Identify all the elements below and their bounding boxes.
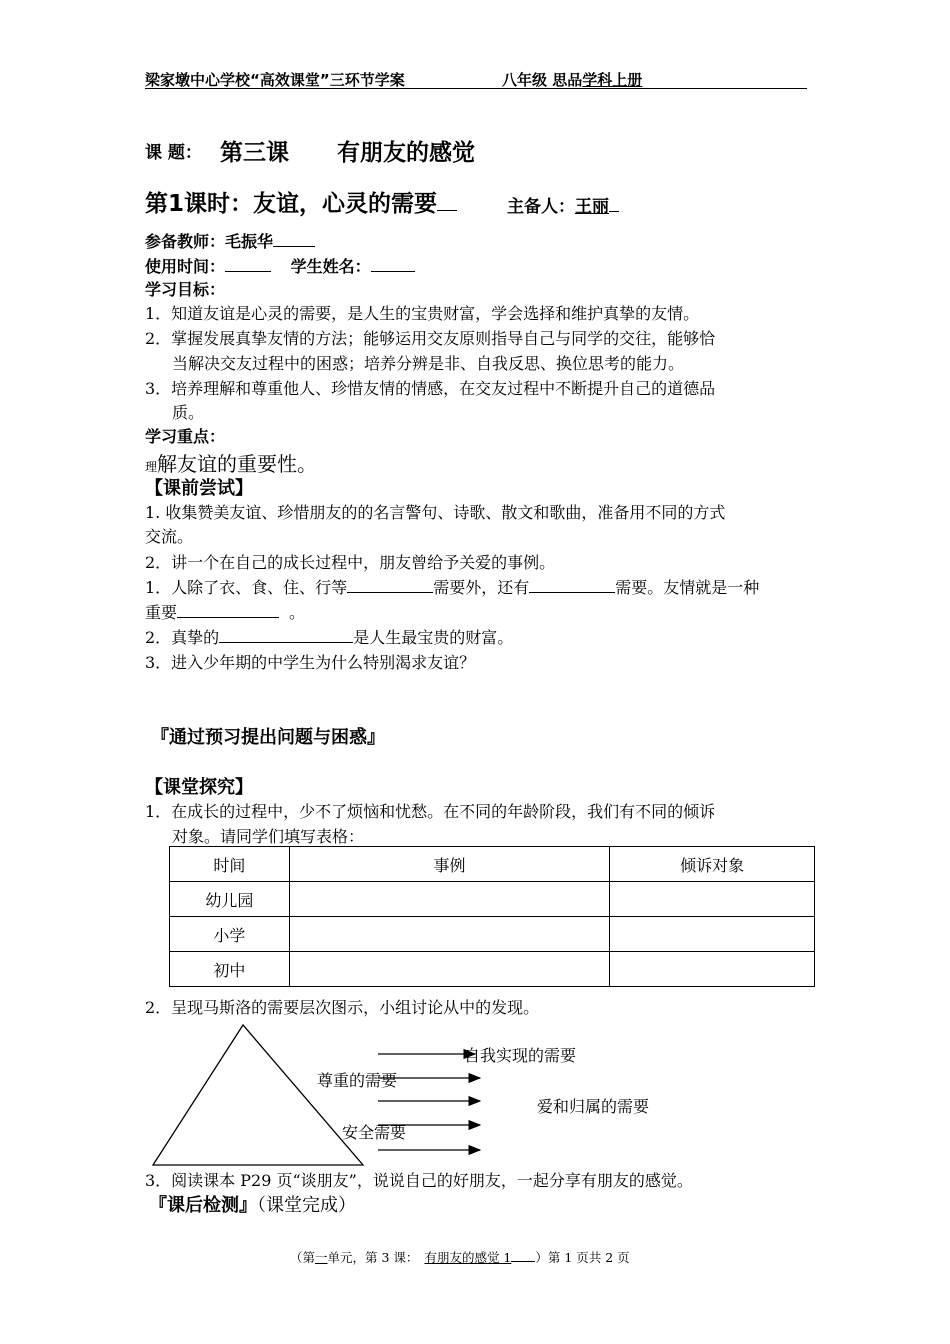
header-grade-subject [502,69,642,90]
q1-blank-3[interactable] [177,603,279,618]
header-subject-word: 学科 [582,71,613,89]
preclass-q2 [145,625,513,648]
q2-blank[interactable] [219,628,353,643]
lesson-label: 课 题： [145,143,202,163]
classroom-item-3: 3．阅读课本 P29 页“谈朋友”，说说自己的好朋友，一起分享有朋友的感觉。 [145,1171,693,1190]
q2-part-a: 2．真挚的 [145,628,220,647]
table-cell-confidant[interactable] [610,882,815,917]
header-school: 梁家墩中心学校 [145,71,251,89]
footer-part-c: ）第 1 页共 2 页 [535,1250,630,1265]
afterclass-line [149,1191,356,1217]
co-teacher-name: 毛振华 [225,232,274,251]
q1-blank-1[interactable] [347,578,433,593]
keypoints-small-char: 理 [145,460,158,474]
date-student-line [145,254,415,277]
preclass-q1-cont [145,600,305,623]
goal-1: 1．知道友谊是心灵的需要，是人生的宝贵财富，学会选择和维护真挚的友情。 [145,304,700,323]
goals-heading: 学习目标： [145,280,226,299]
preclass-line-2: 交流。 [145,527,194,546]
period-blank [437,196,457,211]
pyramid-triangle [153,1025,363,1165]
table-header-time: 时间 [170,847,290,882]
table-cell-confidant[interactable] [610,952,815,987]
student-label: 学生姓名： [290,257,371,276]
period-title [145,185,457,218]
table-header-confidant: 倾诉对象 [610,847,815,882]
keypoints-text [145,448,317,477]
q2-part-b: 是人生最宝贵的财富。 [353,628,514,647]
q1-part-e: 。 [289,603,306,622]
goal-2: 2．掌握发展真挚友情的方法；能够运用交友原则指导自己与同学的交往，能够恰 [145,329,716,348]
q1-part-d: 重要 [145,603,178,622]
table-cell-stage: 初中 [170,952,290,987]
preview-heading: 『通过预习提出问题与困惑』 [151,727,385,748]
classroom-item-1-cont: 对象。请同学们填写表格： [172,827,365,846]
classroom-item-2: 2．呈现马斯洛的需要层次图示，小组讨论从中的发现。 [145,998,540,1017]
table-cell-stage: 幼儿园 [170,882,290,917]
lesson-title: 有朋友的感觉 [337,140,475,166]
preclass-line-3: 2．讲一个在自己的成长过程中，朋友曾给予关爱的事例。 [145,553,556,572]
preclass-q3: 3．进入少年期的中学生为什么特别渴求友谊？ [145,653,476,672]
preparer-line [507,192,619,217]
period-text: 第1课时：友谊，心灵的需要 [145,191,438,217]
footer-lesson: 有朋友的感觉 1 [424,1250,512,1265]
date-blank [225,257,271,272]
keypoints-heading: 学习重点： [145,427,226,446]
q1-blank-2[interactable] [529,578,615,593]
table-row [170,917,815,952]
preclass-heading: 【课前尝试】 [145,478,253,499]
header-school-program [145,69,405,90]
goal-2-cont: 当解决交友过程中的困惑；培养分辨是非、自我反思、换位思考的能力。 [172,354,685,373]
header-program: “高效课堂”三环节学案 [250,71,405,89]
lesson-number: 第三课 [220,140,289,166]
preparer-name: 王丽 [575,197,609,217]
co-teacher-label: 参备教师： [145,232,226,251]
q1-part-b: 需要外，还有 [433,578,530,597]
footer-part-b: 单元，第 3 课： [327,1250,419,1265]
goal-3-cont: 质。 [172,403,205,422]
q1-part-c: 需要。友情就是一种 [615,578,760,597]
preparer-label: 主备人： [507,197,575,217]
table-cell-example[interactable] [289,882,609,917]
header-subject: 思品 [552,71,583,89]
preclass-q1 [145,575,759,598]
classroom-item-1: 1．在成长的过程中，少不了烦恼和忧愁。在不同的年龄阶段，我们有不同的倾诉 [145,802,716,821]
table-row [170,882,815,917]
page-footer [290,1248,630,1266]
co-teacher-line [145,229,315,252]
student-blank [371,257,415,272]
goal-3: 3．培养理解和尊重他人、珍惜友情的情感，在交友过程中不断提升自己的道德品 [145,379,716,398]
table-cell-example[interactable] [289,952,609,987]
header-volume: 上册 [612,71,643,89]
date-label: 使用时间： [145,257,226,276]
afterclass-heading: 『课后检测』 [149,1195,257,1216]
pyramid-label-belonging: 爱和归属的需要 [537,1097,650,1116]
header-grade: 八年级 [502,71,548,89]
preclass-line-1: 1. 收集赞美友谊、珍惜朋友的的名言警句、诗歌、散文和歌曲，准备用不同的方式 [145,503,726,522]
pyramid-label-safety: 安全需要 [342,1123,407,1142]
pyramid-label-self: 自我实现的需要 [464,1046,577,1065]
afterclass-note: （课堂完成） [257,1195,356,1216]
table-row [170,952,815,987]
inquiry-table [169,846,815,987]
footer-unit: 一 [315,1250,328,1265]
q1-part-a: 1．人除了衣、食、住、行等 [145,578,348,597]
header-rule [145,88,807,89]
table-header-row [170,847,815,882]
table-cell-stage: 小学 [170,917,290,952]
table-cell-confidant[interactable] [610,917,815,952]
table-cell-example[interactable] [289,917,609,952]
table-header-example: 事例 [289,847,609,882]
footer-part-a: （第 [290,1250,316,1265]
keypoints-main: 解友谊的重要性。 [157,452,318,476]
classroom-heading: 【课堂探究】 [145,777,253,798]
pyramid-label-esteem: 尊重的需要 [317,1071,398,1090]
